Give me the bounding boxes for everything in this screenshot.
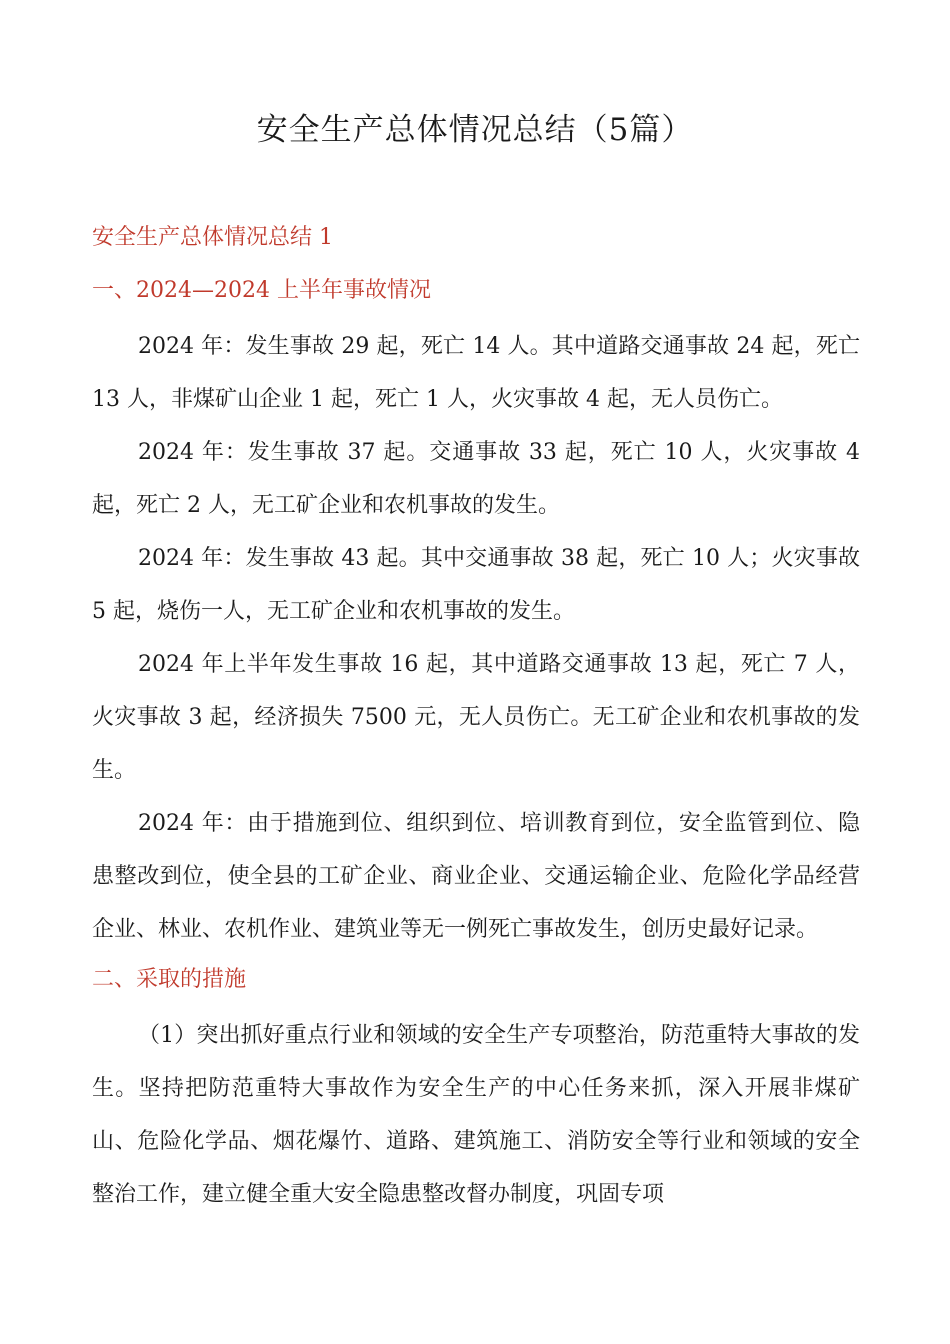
- heading-accident-situation: 一、2024—2024 上半年事故情况: [92, 278, 431, 303]
- paragraph: 2024 年：发生事故 29 起，死亡 14 人。其中道路交通事故 24 起，死亡 13 人，非煤矿山企业 1 起，死亡 1 人，火灾事故 4 起，无人员伤亡。: [92, 334, 860, 412]
- heading-measures: 二、采取的措施: [92, 967, 247, 992]
- paragraph: 2024 年：由于措施到位、组织到位、培训教育到位，安全监管到位、隐患整改到位，使全县的工矿企业、商业企业、交通运输企业、危险化学品经营企业、林业、农机作业、建筑业等无一例死亡事故发生，创历史最好记录。: [92, 811, 860, 942]
- paragraph: 2024 年：发生事故 43 起。其中交通事故 38 起，死亡 10 人；火灾事故 5 起，烧伤一人，无工矿企业和农机事故的发生。: [92, 546, 860, 624]
- document-title: 安全生产总体情况总结（5篇）: [256, 112, 694, 148]
- document-body: [92, 214, 860, 1221]
- section-title: 安全生产总体情况总结 1: [92, 225, 333, 250]
- paragraph: 2024 年：发生事故 37 起。交通事故 33 起，死亡 10 人，火灾事故 4 起，死亡 2 人，无工矿企业和农机事故的发生。: [92, 440, 860, 518]
- paragraph: （1）突出抓好重点行业和领域的安全生产专项整治，防范重特大事故的发生。坚持把防范重特大事故作为安全生产的中心任务来抓，深入开展非煤矿山、危险化学品、烟花爆竹、道路、建筑施工、消防安全等行业和领域的安全整治工作，建立健全重大安全隐患整改督办制度，巩固专项: [92, 1023, 860, 1207]
- paragraph: 2024 年上半年发生事故 16 起，其中道路交通事故 13 起，死亡 7 人，火灾事故 3 起，经济损失 7500 元，无人员伤亡。无工矿企业和农机事故的发生。: [92, 652, 860, 783]
